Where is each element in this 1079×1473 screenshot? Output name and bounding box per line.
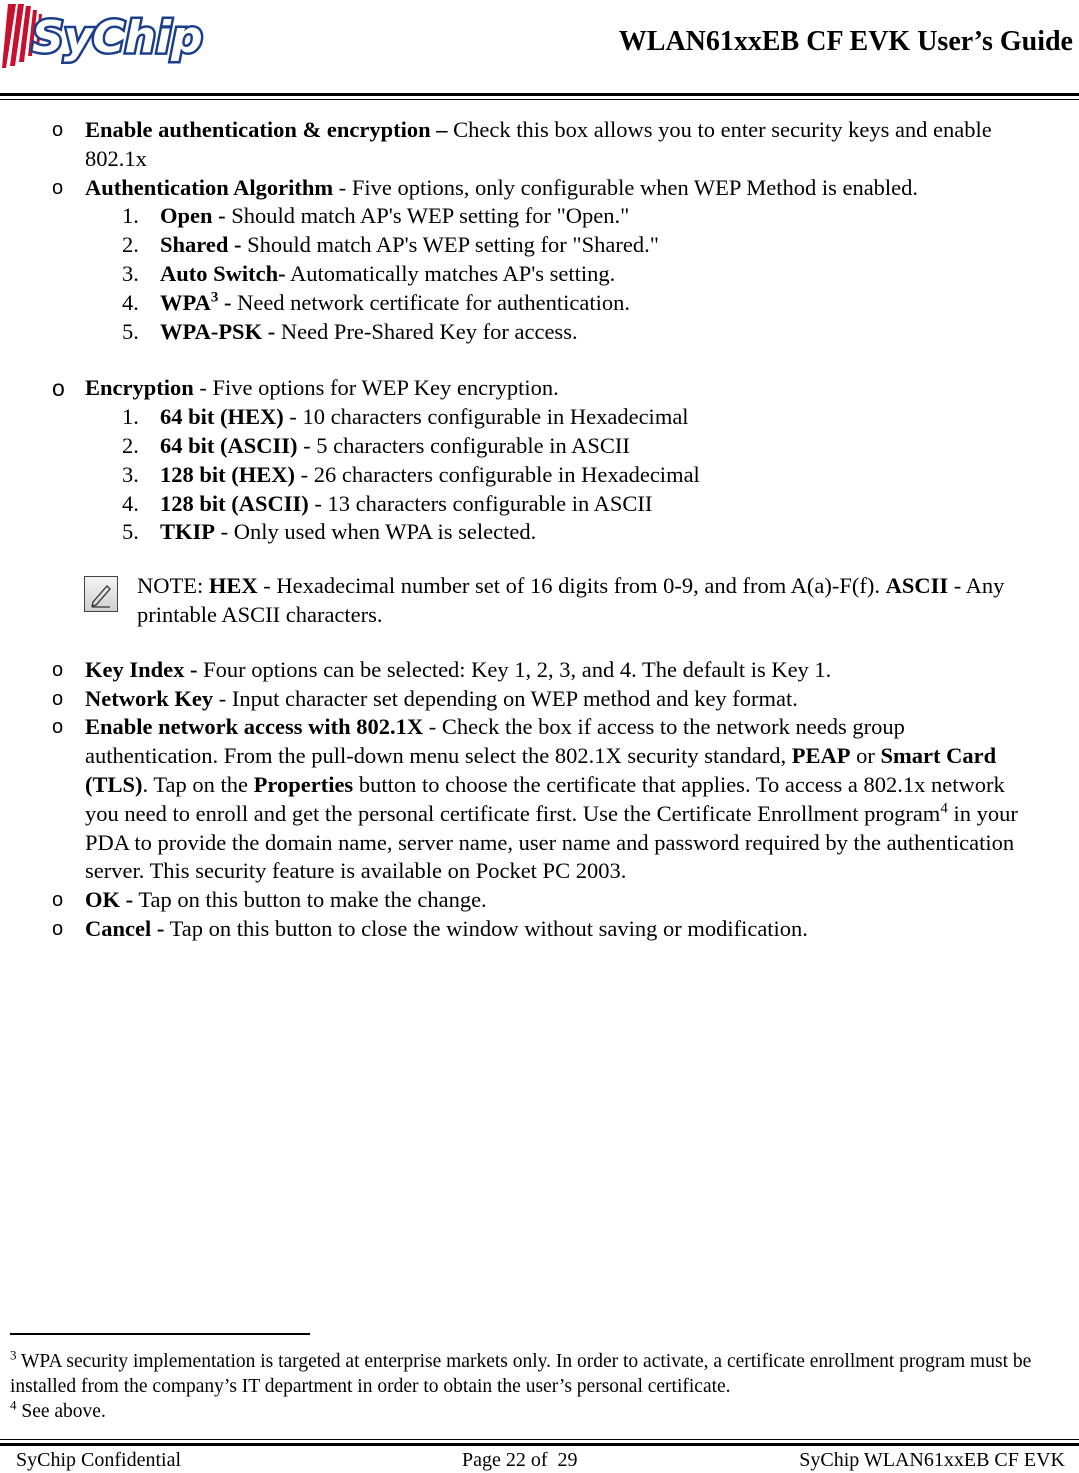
list-item: o Enable network access with 802.1X - Check the box if access to the network needs group authentication. From the pull-down menu select the 802.1X security standard, PEAP or Smart Card (TLS). Tap on the Properties button to choose the certificate that applies. To access a 802.1x network you need to enroll and get the personal certificate first. Use the Certificate Enrollment program$^4$ in your PDA to provide the domain name, server name, user name and password required by the authentication server. This security feature is available on Pocket PC 2003. bbox=[52, 714, 1018, 884]
footnote-separator bbox=[10, 1333, 310, 1335]
auth-option: 4. WPA$^3$ - Need network certificate for authentication. bbox=[122, 289, 631, 315]
enc-option: 3. 128 bit (HEX) - 26 characters configurable in Hexadecimal bbox=[122, 461, 700, 487]
bullet-icon: o bbox=[52, 889, 64, 912]
enc-option: 2. 64 bit (ASCII) - 5 characters configurable in ASCII bbox=[122, 432, 630, 458]
auth-option: 5. WPA-PSK - Need Pre-Shared Key for access. bbox=[122, 318, 578, 344]
footnote: $^3$ WPA security implementation is targeted at enterprise markets only. In order to activate, a certificate enrollment program must be installed from the company’s IT department in order to obtain the user’s personal certificate. bbox=[10, 1347, 1032, 1397]
footnote-ref[interactable]: 3 bbox=[210, 289, 219, 306]
footnotes bbox=[10, 1349, 1070, 1424]
list-item: o Key Index - Four options can be selected: Key 1, 2, 3, and 4. The default is Key 1. bbox=[0, 656, 1079, 685]
header-rule bbox=[0, 93, 1079, 96]
footer-rule bbox=[0, 1443, 1079, 1446]
logo-wordmark: SyChip bbox=[32, 12, 203, 63]
bullet-icon: o bbox=[52, 176, 64, 199]
note-box: NOTE: HEX - Hexadecimal number set of 16 digits from 0-9, and from A(a)-F(f). ASCII - Any printable ASCII characters. bbox=[0, 572, 1079, 630]
list-item: o Enable authentication & encryption – Check this box allows you to enter security keys and enable 802.1x bbox=[52, 117, 992, 171]
auth-option: 1. Open - Should match AP's WEP setting for "Open." bbox=[122, 203, 630, 229]
bullet-icon: o bbox=[52, 375, 65, 402]
enc-option: 1. 64 bit (HEX) - 10 characters configurable in Hexadecimal bbox=[122, 404, 689, 430]
list-item: o OK - Tap on this button to make the change. bbox=[0, 886, 1079, 915]
bullet-icon: o bbox=[52, 658, 64, 681]
footnote: $^4$ See above. bbox=[10, 1397, 106, 1422]
auth-option: 3. Auto Switch- Automatically matches AP's setting. bbox=[122, 260, 616, 286]
enc-option: 5. TKIP - Only used when WPA is selected. bbox=[122, 519, 537, 545]
footer-page-number: Page 22 of 29 bbox=[462, 1449, 578, 1471]
footer-rule-thin bbox=[0, 1439, 1079, 1440]
bullet-icon: o bbox=[52, 119, 64, 141]
auth-option: 2. Shared - Should match AP's WEP setting for "Shared." bbox=[122, 232, 659, 258]
list-item: o Encryption - Five options for WEP Key encryption. bbox=[52, 375, 559, 402]
header-rule-thin bbox=[0, 99, 1079, 100]
enc-option: 4. 128 bit (ASCII) - 13 characters configurable in ASCII bbox=[122, 490, 653, 516]
bullet-icon: o bbox=[52, 687, 64, 710]
list-item: o Cancel - Tap on this button to close the window without saving or modification. bbox=[0, 915, 1079, 944]
bullet-icon: o bbox=[52, 917, 64, 940]
list-item: o Authentication Algorithm - Five options, only configurable when WEP Method is enabled. bbox=[0, 174, 1079, 203]
document-title: WLAN61xxEB CF EVK User’s Guide bbox=[618, 26, 1073, 57]
pencil-note-icon bbox=[84, 576, 118, 612]
list-item: o Network Key - Input character set depending on WEP method and key format. bbox=[0, 685, 1079, 714]
bullet-icon: o bbox=[52, 716, 64, 739]
page-body bbox=[0, 116, 1079, 944]
footer-confidential: SyChip Confidential bbox=[16, 1449, 181, 1471]
footnote-ref[interactable]: 4 bbox=[940, 800, 948, 817]
footer-product: SyChip WLAN61xxEB CF EVK bbox=[799, 1449, 1065, 1471]
sychip-logo bbox=[2, 0, 227, 72]
